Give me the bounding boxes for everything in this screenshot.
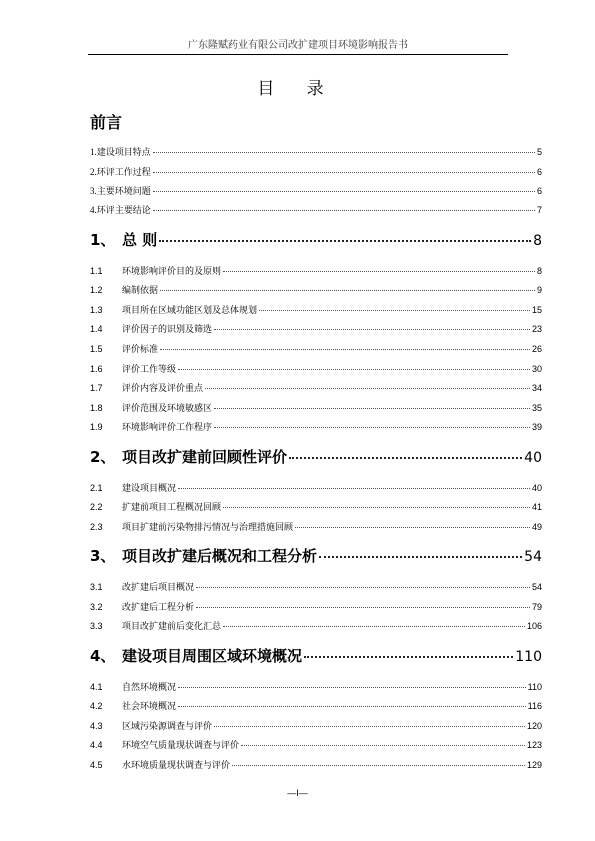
toc-entry-label: 评价因子的识别及筛选 [122, 324, 213, 334]
toc-entry-label: 扩建前项目工程概况回顾 [122, 502, 222, 512]
toc-entry-page: 7 [536, 205, 542, 215]
toc-entry-number: 4.3 [90, 721, 103, 731]
toc-chapter[interactable] [90, 446, 542, 467]
chapter-page: 110 [515, 649, 542, 665]
toc-entry[interactable] [90, 500, 542, 513]
toc-entry-page: 6 [536, 167, 542, 177]
toc-entry-number: 4.5 [90, 760, 103, 770]
toc-entry-page: 54 [531, 582, 542, 592]
dot-leader [232, 765, 525, 766]
toc-entry[interactable] [90, 362, 542, 375]
toc-entry-page: 129 [526, 760, 542, 770]
dot-leader [160, 290, 535, 291]
chapter-number: 2、 [90, 448, 116, 466]
toc-entry-page: 6 [536, 186, 542, 196]
dot-leader [214, 427, 530, 428]
toc-entry-number: 4.1 [90, 682, 103, 692]
toc-entry-label: 环境影响评价目的及原则 [122, 266, 222, 276]
toc-chapter[interactable] [90, 645, 542, 666]
toc-chapter[interactable] [90, 229, 542, 250]
toc-chapter[interactable] [90, 545, 542, 566]
toc-entry-number: 1.5 [90, 344, 103, 354]
toc-entry-number: 3.3 [90, 621, 103, 631]
dot-leader [223, 271, 535, 272]
toc-entry-number: 4.2 [90, 701, 103, 711]
toc-entry-page: 30 [531, 364, 542, 374]
dot-leader [178, 488, 530, 489]
dot-leader [259, 310, 530, 311]
toc-entry-label: 改扩建后工程分析 [122, 602, 195, 612]
toc-entry-page: 26 [531, 344, 542, 354]
toc-entry-page: 34 [531, 383, 542, 393]
toc-entry-page: 5 [536, 147, 542, 157]
toc-entry[interactable] [90, 264, 542, 277]
toc-entry-number: 1.4 [90, 324, 103, 334]
toc-entry-label: 建设项目概况 [122, 483, 177, 493]
toc-entry-page: 15 [531, 305, 542, 315]
toc-entry[interactable] [90, 619, 542, 632]
toc-entry-number: 1.3 [90, 305, 103, 315]
toc-entry-page: 9 [536, 285, 542, 295]
toc-entry-label: 2.环评工作过程 [90, 167, 151, 177]
toc-entry-label: 评价工作等级 [122, 364, 177, 374]
toc-entry[interactable] [90, 145, 542, 158]
dot-leader [178, 687, 526, 688]
chapter-title: 项目改扩建前回顾性评价 [122, 448, 288, 466]
toc-entry-page: 39 [531, 422, 542, 432]
dot-leader [160, 349, 530, 350]
toc-entry-page: 35 [531, 403, 542, 413]
toc-entry-number: 2.1 [90, 483, 103, 493]
toc-entry-number: 2.2 [90, 502, 103, 512]
chapter-title: 项目改扩建后概况和工程分析 [122, 547, 318, 565]
toc-entry-number: 1.6 [90, 364, 103, 374]
toc-entry-page: 41 [531, 502, 542, 512]
toc-entry[interactable] [90, 342, 542, 355]
chapter-number: 1、 [90, 231, 116, 249]
toc-entry-page: 79 [531, 602, 542, 612]
toc-entry-number: 1.8 [90, 403, 103, 413]
dot-leader [295, 527, 530, 528]
chapter-number: 4、 [90, 647, 116, 665]
toc-entry[interactable] [90, 758, 542, 771]
chapter-number: 3、 [90, 547, 116, 565]
preface-heading: 前言 [90, 113, 123, 132]
toc-entry-number: 1.1 [90, 266, 103, 276]
dot-leader [223, 626, 525, 627]
dot-leader [153, 172, 535, 173]
chapter-title: 总 则 [122, 231, 158, 249]
toc-entry-number: 1.2 [90, 285, 103, 295]
dot-leader [153, 210, 535, 211]
toc-entry[interactable] [90, 520, 542, 533]
dot-leader [319, 556, 522, 558]
dot-leader [205, 388, 530, 389]
toc-entry-label: 项目改扩建前后变化汇总 [122, 621, 222, 631]
chapter-page: 54 [524, 549, 542, 565]
dot-leader [159, 240, 531, 242]
toc-entry[interactable] [90, 600, 542, 613]
toc-entry-label: 评价标准 [122, 344, 159, 354]
toc-entry-label: 区域污染源调查与评价 [122, 721, 213, 731]
toc-entry[interactable] [90, 580, 542, 593]
toc-entry[interactable] [90, 381, 542, 394]
toc-entry-number: 3.2 [90, 602, 103, 612]
toc-entry-label: 3.主要环境问题 [90, 186, 151, 196]
dot-leader [178, 369, 530, 370]
dot-leader [214, 329, 530, 330]
dot-leader [153, 152, 535, 153]
dot-leader [178, 706, 526, 707]
dot-leader [241, 745, 525, 746]
toc-entry-page: 23 [531, 324, 542, 334]
dot-leader [214, 726, 525, 727]
toc-entry-page: 8 [536, 266, 542, 276]
toc-entry-label: 水环境质量现状调查与评价 [122, 760, 231, 770]
page-number: —I— [287, 788, 308, 798]
toc-entry[interactable] [90, 165, 542, 178]
toc-entry-label: 评价范围及环境敏感区 [122, 403, 213, 413]
toc-entry-number: 1.9 [90, 422, 103, 432]
toc-entry-page: 120 [526, 721, 542, 731]
toc-entry-number: 4.4 [90, 740, 103, 750]
toc-title: 目 录 [257, 79, 338, 98]
toc-entry-label: 评价内容及评价重点 [122, 383, 204, 393]
toc-entry-number: 2.3 [90, 522, 103, 532]
dot-leader [214, 408, 530, 409]
dot-leader [196, 607, 530, 608]
toc-entry-label: 4.环评主要结论 [90, 205, 151, 215]
toc-entry-page: 116 [527, 701, 542, 711]
toc-entry-number: 3.1 [90, 582, 103, 592]
toc-entry[interactable] [90, 283, 542, 296]
header-rule [88, 54, 508, 55]
toc-entry-label: 环境空气质量现状调查与评价 [122, 740, 240, 750]
running-header: 广东隆赋药业有限公司改扩建项目环境影响报告书 [188, 40, 408, 51]
toc-entry-label: 1.建设项目特点 [90, 147, 151, 157]
toc-entry-label: 社会环境概况 [122, 701, 177, 711]
dot-leader [223, 507, 530, 508]
toc-entry-label: 环境影响评价工作程序 [122, 422, 213, 432]
dot-leader [153, 191, 535, 192]
toc-entry-label: 改扩建后项目概况 [122, 582, 195, 592]
dot-leader [289, 457, 522, 459]
toc-entry-page: 106 [526, 621, 542, 631]
toc-entry-label: 项目所在区域功能区划及总体规划 [122, 305, 258, 315]
toc-entry[interactable] [90, 303, 542, 316]
toc-entry-page: 49 [531, 522, 542, 532]
toc-entry-label: 自然环境概况 [122, 682, 177, 692]
chapter-page: 40 [524, 450, 542, 466]
toc-entry[interactable] [90, 738, 542, 751]
toc-entry[interactable] [90, 322, 542, 335]
toc-entry[interactable] [90, 203, 542, 216]
toc-entry-page: 40 [531, 483, 542, 493]
dot-leader [304, 656, 513, 658]
toc-entry-number: 1.7 [90, 383, 103, 393]
toc-entry-page: 110 [527, 682, 542, 692]
toc-entry[interactable] [90, 420, 542, 433]
toc-entry[interactable] [90, 481, 542, 494]
chapter-page: 8 [533, 233, 542, 249]
toc-entry[interactable] [90, 401, 542, 414]
toc-entry-page: 123 [526, 740, 542, 750]
toc-entry[interactable] [90, 680, 542, 693]
toc-entry-label: 编制依据 [122, 285, 159, 295]
toc-entry[interactable] [90, 184, 542, 197]
dot-leader [196, 587, 530, 588]
toc-entry[interactable] [90, 699, 542, 712]
toc-entry-label: 项目扩建前污染物排污情况与治理措施回顾 [122, 522, 294, 532]
chapter-title: 建设项目周围区域环境概况 [122, 647, 303, 665]
toc-entry[interactable] [90, 719, 542, 732]
